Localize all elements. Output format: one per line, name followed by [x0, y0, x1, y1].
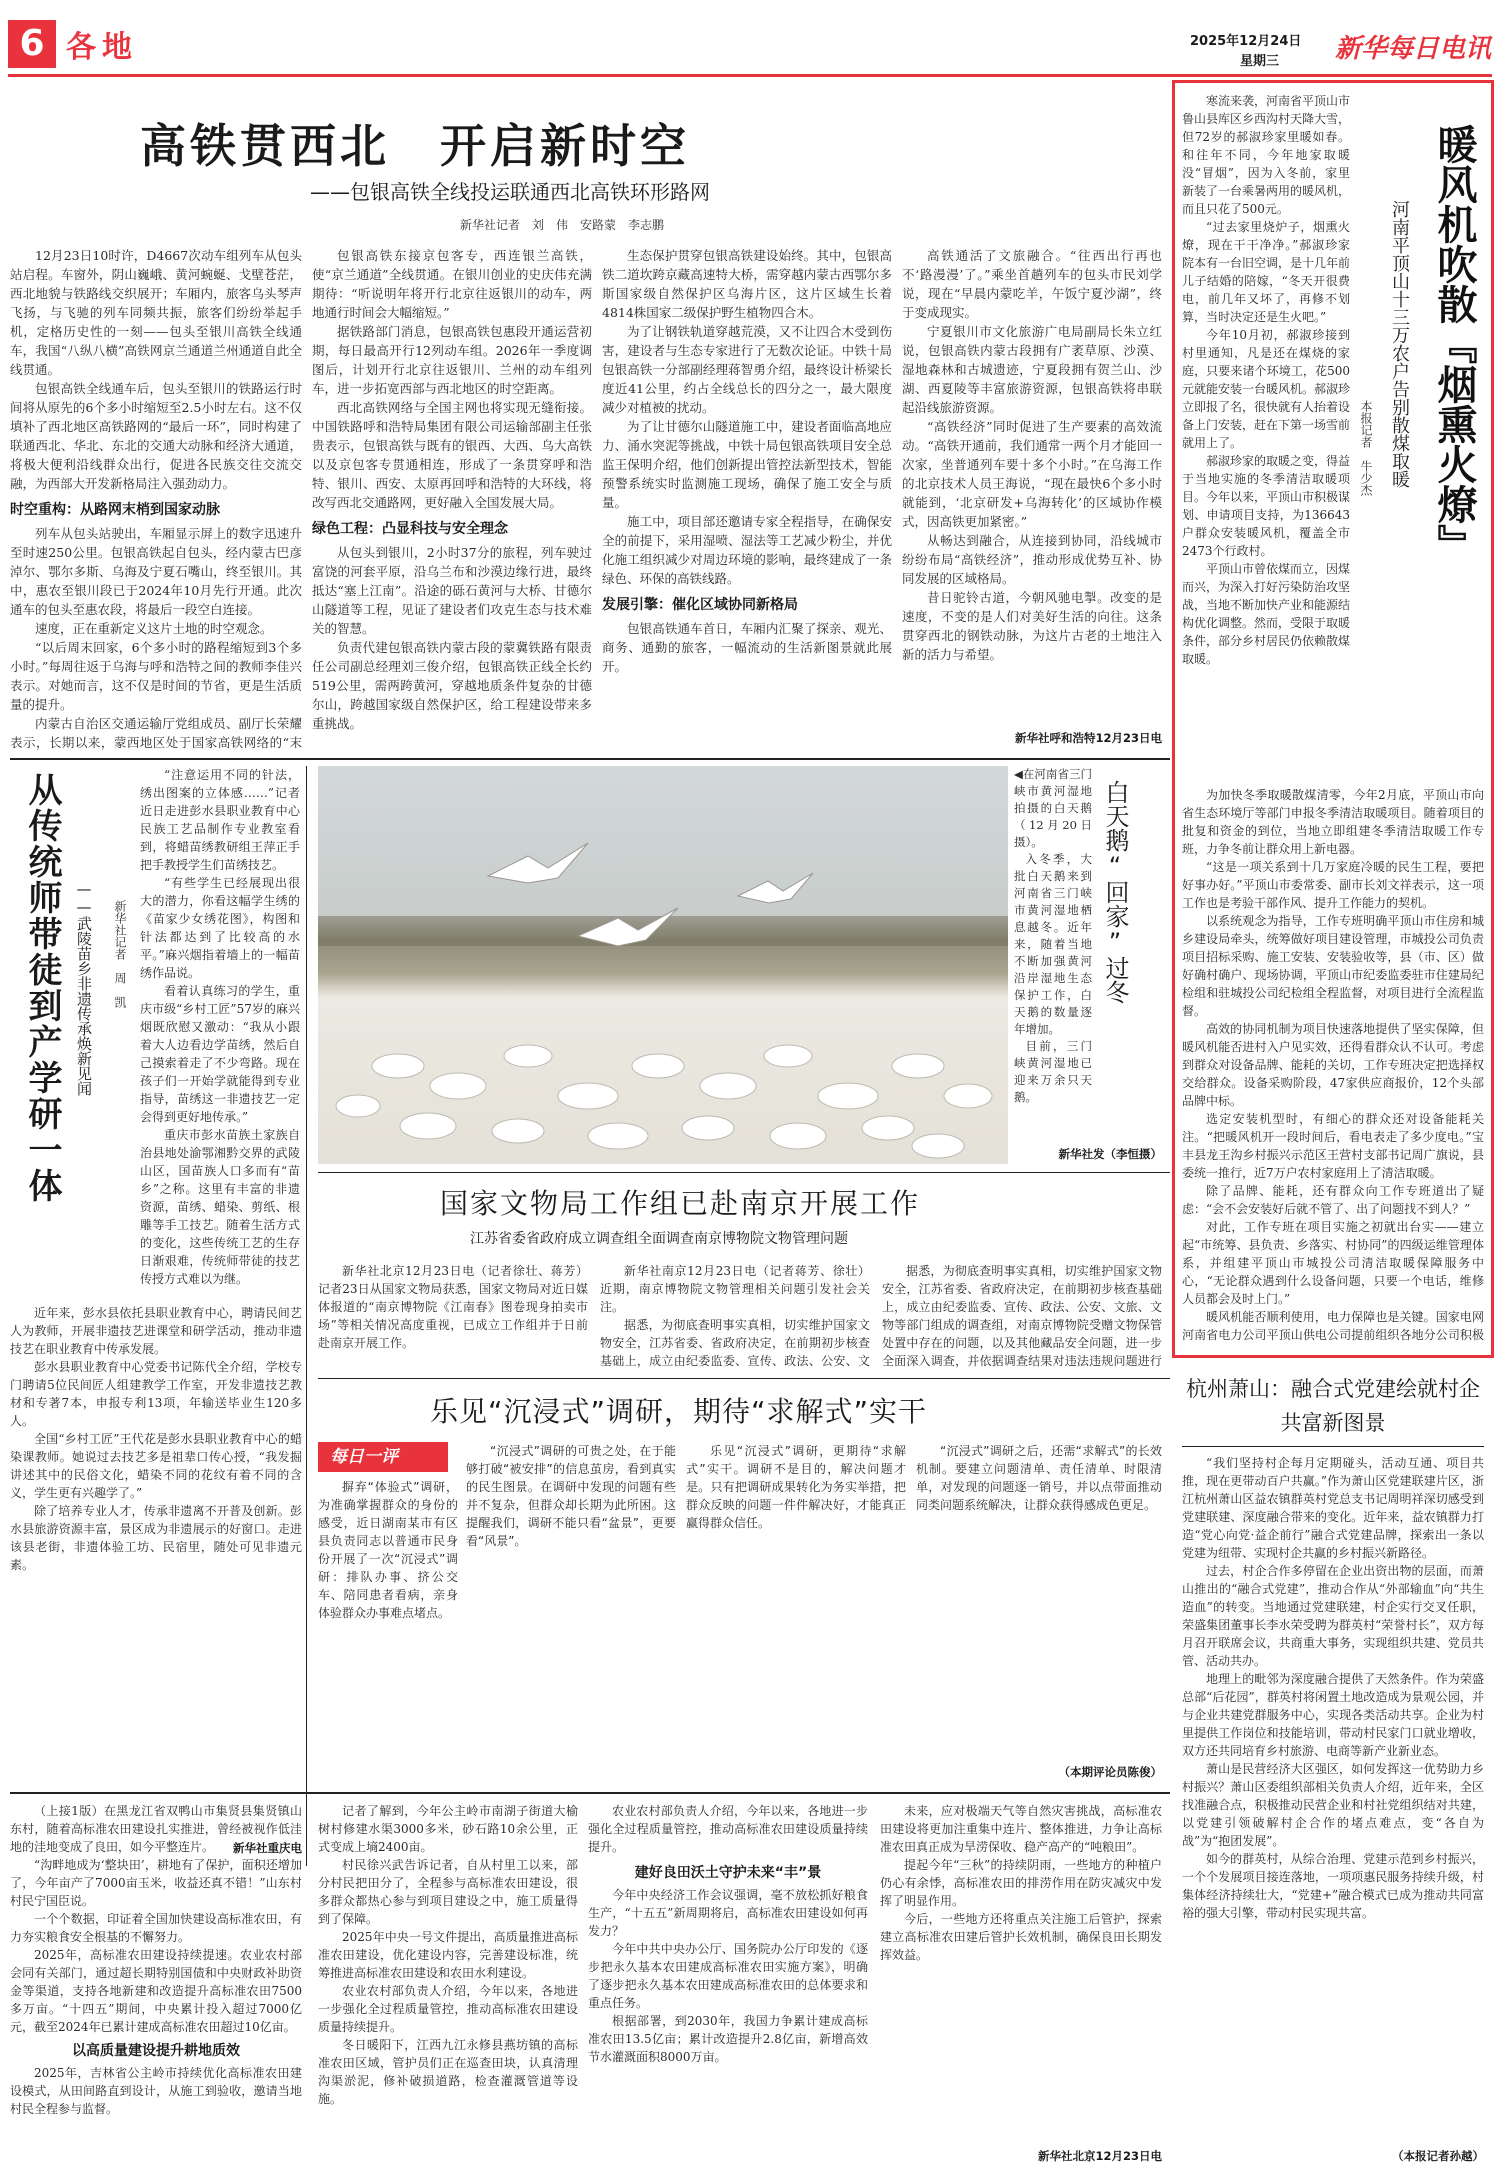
hangzhou-headline: 杭州萧山：融合式党建绘就村企共富新图景	[1186, 1377, 1480, 1435]
feature-paragraph: 彭水县职业教育中心党委书记陈代全介绍，学校专门聘请5位民间匠人组建教学工作室，开发非遗技艺教材和专著7本，申报专利13项，年输送毕业生120多人。	[10, 1360, 302, 1428]
feature-paragraph: 除了培养专业人才，传承非遗离不开普及创新。彭水县旅游资源丰富，景区成为非遗展示的好窗口。走进该县老街，非遗体验工坊、民宿里，随处可见非遗元素。	[10, 1504, 302, 1572]
swan-photo	[318, 766, 1008, 1164]
brand-logo: 新华每日电讯	[1335, 34, 1492, 64]
farmland-paragraph: 冬日暖阳下，江西九江永修县燕坊镇的高标准农田区域，管护员们正在巡查田块，认真清理沟渠淤泥，修补破损道路，检查灌溉管道等设施。	[318, 2038, 578, 2106]
relic-headline: 国家文物局工作组已赴南京开展工作	[440, 1187, 921, 1220]
lead-column-4	[902, 246, 1162, 726]
lead-paragraph: 包银高铁东接京包客专，西连银兰高铁，使“京兰通道”全线贯通。在银川创业的史庆伟充满期待：“听说明年将开行北京往返银川的动车，两地通行时间会大幅缩短。”	[312, 248, 592, 320]
commentary-tag: 每日一评	[318, 1442, 448, 1472]
lead-dateline: 新华社呼和浩特12月23日电	[1014, 731, 1162, 745]
heater-paragraph: 平顶山市曾依煤而立，因煤而兴，为深入打好污染防治攻坚战，当地不断加快产业和能源结构优化调整。然而，受限于取暖条件，部分乡村居民仍依赖散煤取暖。	[1182, 562, 1350, 666]
feature-byline: 新华社记者 周 凯	[113, 900, 127, 1008]
relic-paragraph: 新华社南京12月23日电（记者蒋芳、徐壮）近期，南京博物院文物管理相关问题引发社会关注。	[600, 1264, 870, 1314]
heater-paragraph: 为加快冬季取暖散煤清零，今年2月底，平顶山市向省生态环境厅等部门申报冬季清洁取暖项目。随着项目的批复和资金的到位，当地立即组建冬季清洁取暖工作专班，力争冬前让群众用上新电器。	[1182, 788, 1484, 856]
lead-paragraph: 为了让钢铁轨道穿越荒漠，又不让四合木受到伤害，建设者与生态专家进行了无数次论证。中铁十局包银高铁一分部副经理蒋智勇介绍，最终设计桥梁长度近41公里，约占全线总长的四分之一，最大限度减少对植被的扰动。	[602, 324, 892, 415]
divider	[306, 766, 307, 1866]
commentary-col-2	[466, 1442, 676, 1778]
feature-body-top	[140, 766, 300, 1300]
farmland-paragraph: 根据部署，到2030年，我国力争累计建成高标准农田13.5亿亩；累计改造提升2.8亿亩，新增高效节水灌溉面积8000万亩。	[588, 2014, 868, 2064]
feature-dateline: 新华社重庆电	[233, 1841, 302, 1855]
heater-body-top	[1182, 92, 1350, 782]
hangzhou-body	[1182, 1454, 1484, 2144]
hangzhou-paragraph: 如今的群英村，从综合治理、党建示范到乡村振兴，一个个发展项目接连落地，一项项惠民服务持续升级，村集体经济持续壮大，“党建+”融合模式已成为推动共同富裕的强大引擎，带动村民实现共富。	[1182, 1852, 1484, 1920]
lead-paragraph: 从畅达到融合，从连接到协同，沿线城市纷纷布局“高铁经济”，推动形成优势互补、协同发展的区域格局。	[902, 533, 1162, 586]
farmland-paragraph: 2025年，吉林省公主岭市持续优化高标准农田建设模式，从田间路直到设计，从施工到验收，邀请当地村民全程参与监督。	[10, 2066, 302, 2116]
farmland-paragraph: 农业农村部负责人介绍，今年以来，各地进一步强化全过程质量管控，推动高标准农田建设质量持续提升。	[318, 1984, 578, 2034]
lead-byline: 新华社记者 刘 伟 安路蒙 李志鹏	[460, 218, 665, 232]
farmland-paragraph: 记者了解到，今年公主岭市南湖子街道大榆树村修建水渠3000多米，砂石路10余公里，正式变成上墒2400亩。	[318, 1804, 578, 1854]
heater-paragraph: 除了品牌、能耗，还有群众向工作专班道出了疑虑：“会不会安装好后就不管了、出了问题找不到人？”	[1182, 1184, 1484, 1216]
lead-paragraph: 生态保护贯穿包银高铁建设始终。其中，包银高铁二道坎跨京藏高速特大桥，需穿越内蒙古西鄂尔多斯国家级自然保护区乌海片区，这片区域生长着4814株国家二级保护野生植物四合木。	[602, 248, 892, 320]
feature-headline: 从传统师带徒到产学研一体	[22, 772, 62, 1204]
lead-paragraph: 负责代建包银高铁内蒙古段的蒙冀铁路有限责任公司副总经理刘三俊介绍，包银高铁正线全长约519公里，需两跨黄河，穿越地质条件复杂的甘德尔山，跨越国家级自然保护区，给工程建设带来多重挑战。	[312, 640, 592, 731]
farmland-paragraph: 今年中央经济工作会议强调，毫不放松抓好粮食生产，“十五五”新周期将启，高标准农田建设如何再发力？	[588, 1888, 868, 1938]
farmland-paragraph: “沟畔地成为‘整块田’，耕地有了保护，面积还增加了，今年亩产了7000亩玉米，收益还真不错！”山东村村民宁国臣说。	[10, 1858, 302, 1908]
caption-line: 入冬季，大批白天鹅来到河南省三门峡市黄河湿地栖息越冬。近年来，随着当地不断加强黄河沿岸湿地生态保护工作，白天鹅的数量逐年增加。	[1014, 852, 1092, 1036]
commentary-paragraph: “沉浸式”调研之后，还需“求解式”的长效机制。要建立问题清单、责任清单、时限清单，对发现的问题逐一销号，并以点带面推动同类问题系统解决，让群众获得感成色更足。	[916, 1444, 1162, 1512]
lead-paragraph: 宁夏银川市文化旅游广电局副局长朱立红说，包银高铁内蒙古段拥有广袤草原、沙漠、湿地森林和古城遗迹，宁夏段拥有贺兰山、沙湖、西夏陵等丰富旅游资源，包银高铁将串联起沿线旅游资源。	[902, 324, 1162, 415]
commentary-headline: 乐见“沉浸式”调研，期待“求解式”实干	[430, 1395, 928, 1428]
commentary-paragraph: 摒弃“体验式”调研，为准确掌握群众的身份的感受，近日湖南某市有区县负责同志以普通市民身份开展了一次“沉浸式”调研：排队办事、挤公交车、陪同患者看病，亲身体验群众办事难点堵点。	[318, 1480, 458, 1620]
photo-title: 白天鹅“回家”过冬	[1101, 780, 1129, 1004]
farmland-paragraph: 2025年，高标准农田建设持续提速。农业农村部会同有关部门，通过超长期特别国债和中央财政补助资金等渠道，支持各地新建和改造提升高标准农田7500多万亩。“十四五”期间，中央累计投入超过7000亿元，截至2024年已累计建成高标准农田超过10亿亩。	[10, 1948, 302, 2034]
heater-paragraph: 寒流来袭，河南省平顶山市鲁山县库区乡西沟村天降大雪，但72岁的郝淑珍家里暖如春。和往年不同，今年地家取暖没“冒烟”，因为入冬前，家里新装了一台乘暑两用的暖风机，而且只花了500元。	[1182, 94, 1350, 216]
relic-subheadline: 江苏省委省政府成立调查组全面调查南京博物院文物管理问题	[470, 1231, 848, 1247]
heater-paragraph: “这是一项关系到十几万家庭冷暖的民生工程，要把好事办好。”平顶山市委常委、副市长刘文祥表示，这一项工作也是考验干部作风、提升工作能力的契机。	[1182, 860, 1484, 910]
divider	[1182, 1446, 1484, 1447]
farmland-paragraph: 农业农村部负责人介绍，今年以来，各地进一步强化全过程质量管控，推动高标准农田建设质量持续提升。	[588, 1804, 868, 1854]
heater-subheadline: 河南平顶山十三万农户告别散煤取暖	[1389, 200, 1410, 488]
heater-paragraph: 今年10月初，郝淑珍接到村里通知，凡是还在煤烧的家庭，只要来诸个环境工，花500元就能安装一台暖风机。郝淑珍立即报了名，很快就有人抬着设备上门安装，赶在下第一场雪前就用上了。	[1182, 328, 1350, 450]
commentary-col-4	[916, 1442, 1162, 1762]
lead-paragraph: 从包头到银川，2小时37分的旅程，列车驶过富饶的河套平原，沿乌兰布和沙漠边缘行进，最终抵达“塞上江南”。沿途的砾石黄河与大桥、甘德尔山隧道等工程，见证了建设者们攻克生态与技术难关的智慧。	[312, 545, 592, 636]
relic-col-3	[882, 1262, 1162, 1370]
heater-paragraph: 选定安装机型时，有细心的群众还对设备能耗关注。“把暖风机开一段时间后，看电表走了多少度电。”宝丰县龙王沟乡村振兴示范区王营村支部书记周广旗说，县委统一推行，近7万户农村家庭用上了清洁取暖。	[1182, 1112, 1484, 1180]
farmland-paragraph: 2025年中央一号文件提出，高质量推进高标准农田建设，优化建设内容，完善建设标准，统筹推进高标准农田建设和农田水利建设。	[318, 1930, 578, 1980]
heater-paragraph: 以系统观念为指导，工作专班明确平顶山市住房和城乡建设局牵头，统筹做好项目建设管理，市城投公司负责项目招标采购、施工安装、安装验收等，县（市、区）做好确村确户、现场协调，平顶山市纪委监委驻市住建局纪检组和驻城投公司纪检组全程监督，对项目进行全流程监督。	[1182, 914, 1484, 1018]
hangzhou-credit: （本报记者孙越）	[1392, 2149, 1484, 2163]
divider	[318, 1172, 1170, 1173]
lead-paragraph: 包银高铁通车首日，车厢内汇聚了探亲、观光、商务、通勤的旅客，一幅流动的生活新图景就此展开。	[602, 621, 892, 674]
lead-paragraph: “高铁经济”同时促进了生产要素的高效流动。“高铁开通前，我们通常一两个月才能回一次家，坐普通列车要十多个小时。”在乌海工作的北京技术人员王海说，“现在最快6个多小时就能到，‘北京研发+乌海转化’的区域协作模式，因高铁更加紧密。”	[902, 419, 1162, 529]
photo-credit: 新华社发（李恒摄）	[1058, 1147, 1162, 1161]
farmland-paragraph: 今后，一些地方还将重点关注施工后管护，探索建立高标准农田建后管护长效机制，确保良田长期发挥效益。	[880, 1912, 1162, 1962]
heater-paragraph: 对此，工作专班在项目实施之初就出台实——建立起“市统筹、县负责、乡落实、村协同”的四级运维管理体系，并组建平顶山市城投公司清洁取暖保障服务中心，“无论群众遇到什么设备问题，只要一个电话，维修人员都会及时上门。”	[1182, 1220, 1484, 1306]
relic-paragraph: 新华社北京12月23日电（记者徐壮、蒋芳）记者23日从国家文物局获悉，国家文物局对近日媒体报道的“南京博物院《江南春》图卷现身拍卖市场”等相关情况高度重视，已成立工作组并于日前赴南京开展工作。	[318, 1264, 588, 1350]
relic-paragraph: 据悉，为彻底查明事实真相，切实维护国家文物安全，江苏省委、省政府决定，在前期初步核查基础上，成立由纪委监委、宣传、政法、公安、文旅、文物等部门组成的调查组，对南京博物院受赠文物保管处置中存在的问题，以及其他藏品安全问题，进一步全面深入调查，并依据调查结果对违法违规问题进行	[882, 1264, 1162, 1368]
lead-paragraph: 速度，正在重新定义这片土地的时空观念。	[35, 621, 273, 636]
commentary-col-1	[318, 1478, 458, 1778]
farmland-col-1	[10, 1802, 302, 2132]
relic-col-1	[318, 1262, 588, 1370]
feature-paragraph: “有些学生已经展现出很大的潜力，你看这幅学生绣的《苗家少女绣花图》，构图和针法都达到了比较高的水平。”麻兴烟指着墙上的一幅苗绣作品说。	[140, 876, 300, 980]
farmland-col-3	[588, 1802, 868, 2162]
lead-paragraph: 高铁通活了文旅融合。“往西出行再也不‘路漫漫’了。”乘坐首趟列车的包头市民刘学说，现在“早晨内蒙吃羊，午饭宁夏沙湖”，终于变成现实。	[902, 248, 1162, 320]
lead-column-3	[602, 246, 892, 754]
feature-paragraph: 看着认真练习的学生，重庆市级“乡村工匠”57岁的麻兴烟既欣慰又激动：“我从小跟着大人边看边学苗绣，然后自己摸索着走了不少弯路。现在孩子们一开始学就能得到专业指导，苗绣这一非遗技艺一定会得到更好地传承。”	[140, 984, 300, 1124]
lead-subhead-1: 时空重构：从路网末梢到国家动脉	[10, 502, 220, 518]
lead-paragraph: 包银高铁全线通车后，包头至银川的铁路运行时间将从原先的6个多小时缩短至2.5小时左右。这不仅填补了西北地区高铁路网的“最后一环”，同时构建了联通西北、华北、东北的交通大动脉和经济大通道，将极大便利沿线群众出行，促进各民族交往交流交融，为西部大开发新格局注入强劲动力。	[10, 381, 302, 491]
farmland-paragraph: 今年中共中央办公厅、国务院办公厅印发的《逐步把永久基本农田建成高标准农田实施方案》，明确了逐步把永久基本农田建成高标准农田的总体要求和重点任务。	[588, 1942, 868, 2010]
heater-body-bottom	[1182, 786, 1484, 1346]
issue-weekday: 星期三	[1240, 54, 1280, 69]
lead-paragraph: 据铁路部门消息，包银高铁包惠段开通运营初期，每日最高开行12列动车组。2026年一季度调图后，计划开行北京往返银川、兰州的动车组列车，进一步拓宽西部与西北地区的时空距离。	[312, 324, 592, 396]
heater-paragraph: 郝淑珍家的取暖之变，得益于当地实施的冬季清洁取暖项目。今年以来，平顶山市积极谋划、申请项目支持，为136643户群众安装暖风机，覆盖全市2473个行政村。	[1182, 454, 1350, 558]
masthead-rule	[8, 74, 1492, 77]
divider	[10, 1792, 1170, 1794]
hangzhou-paragraph: “我们坚持村企每月定期碰头，活动互通、项目共推，现在更带动百户共赢。”作为萧山区党建联建片区，浙江杭州萧山区益农镇群英村党总支书记周明祥深切感受到党建联建、深度融合带来的变化。近年来，益农镇群力打造“党心向党·益企前行”融合式党建品牌，探索出一条以党建为纽带、实现村企共赢的乡村振兴新路径。	[1182, 1456, 1484, 1560]
commentary-paragraph: “沉浸式”调研的可贵之处，在于能够打破“被安排”的信息茧房，看到真实的民生图景。在调研中发现的问题有些并不复杂，但群众却长期为此所困。这提醒我们，调研不能只看“盆景”，更要看“风景”。	[466, 1444, 676, 1548]
lead-paragraph: 西北高铁网络与全国主网也将实现无缝衔接。中国铁路呼和浩特局集团有限公司运输部副主任张贵表示，包银高铁与既有的银西、大西、乌大高铁以及京包客专贯通相连，形成了一条贯穿呼和浩特、银川、西安、太原再回呼和浩特的大环线，将改写西北交通路网，更好融入全国发展大局。	[312, 400, 592, 510]
divider	[318, 1378, 1170, 1379]
commentary-col-3	[686, 1442, 906, 1778]
feature-paragraph: 全国“乡村工匠”王代花是彭水县职业教育中心的蜡染课教师。她说过去技艺多是祖辈口传心授，“我发掘讲述其中的民俗文化，蜡染不同的花纹有着不同的含义，学生更有兴趣学了。”	[10, 1432, 302, 1500]
page-number: 6	[8, 20, 56, 68]
farmland-paragraph: 提起今年“三秋”的持续阴雨，一些地方的种植户仍心有余悸，高标准农田的排涝作用在防灾减灾中发挥了明显作用。	[880, 1858, 1162, 1908]
caption-line: 目前，三门峡黄河湿地已迎来万余只天鹅。	[1014, 1039, 1092, 1104]
feature-subheadline: ——武陵苗乡非遗传承焕新见闻	[75, 880, 93, 1096]
section-name: 各地	[66, 30, 138, 65]
caption-line: ◀在河南省三门峡市黄河湿地拍摄的白天鹅（12月20日摄）。	[1014, 767, 1092, 849]
farmland-subhead-2: 建好良田沃土守护未来“丰”景	[634, 1865, 822, 1881]
farmland-paragraph: 一个个数据，印证着全国加快建设高标准农田，有力夯实粮食安全根基的不懈努力。	[10, 1912, 302, 1944]
heater-headline: 暖风机吹散『烟熏火燎』	[1431, 124, 1478, 564]
lead-column-2	[312, 246, 592, 754]
lead-paragraph: “以后周末回家，6个多小时的路程缩短到3个多小时。”每周往返于乌海与呼和浩特之间的教师李佳兴表示。对她而言，这不仅是时间的节省，更是生活质量的提升。	[10, 640, 302, 712]
lead-subhead-2: 绿色工程：凸显科技与安全理念	[312, 521, 508, 537]
feature-paragraph: 近年来，彭水县依托县职业教育中心，聘请民间艺人为教师，开展非遗技艺进课堂和研学活动，推动非遗技艺在职业教育中传承发展。	[10, 1306, 302, 1356]
lead-paragraph: 12月23日10时许，D4667次动车组列车从包头站启程。车窗外，阴山巍峨、黄河蜿蜒、戈壁苍茫，西北地貌与铁路线交织展开；车厢内，旅客乌头琴声飞扬，与飞驰的列车同频共振，旅客们纷纷举起手机，定格历史性的一刻——包头至银川高铁全线通车，我国“八纵八横”高铁网京兰通道兰州通道自此全线贯通。	[10, 248, 302, 377]
heater-paragraph: 暖风机能否顺利使用，电力保障也是关键。国家电网河南省电力公司平顶山供电公司提前组织各地分公司积极	[1182, 1310, 1484, 1342]
hangzhou-paragraph: 地理上的毗邻为深度融合提供了天然条件。作为荣盛总部“后花园”，群英村将闲置土地改造成为景观公园，并与企业共建党群服务中心，实现各类活动共享。企业为村里提供工作岗位和技能培训，带动村民家门口就业增收，双方还共同培育乡村旅游、电商等新产业新业态。	[1182, 1672, 1484, 1758]
issue-date: 2025年12月24日	[1190, 34, 1302, 49]
feature-body-bottom	[10, 1304, 302, 1840]
feature-paragraph: “注意运用不同的针法，绣出图案的立体感……”记者近日走进彭水县职业教育中心民族工艺品制作专业教室看到，将蜡苗绣教研组王萍正手把手教授学生们苗绣技艺。	[140, 768, 300, 872]
lead-column-1	[10, 246, 302, 754]
relic-paragraph: 据悉，为彻底查明事实真相，切实维护国家文物安全，江苏省委、省政府决定，在前期初步核查基础上，成立由纪委监委、宣传、政法、公安、文	[600, 1318, 870, 1368]
lead-paragraph: 为了让甘德尔山隧道施工中，建设者面临高地应力、涌水突泥等挑战，中铁十局包银高铁项目安全总监王保明介绍，他们创新提出管控法新型技术，智能预警系统实时监测施工现场，确保了施工安全与质量。	[602, 419, 892, 510]
photo-caption	[1014, 766, 1092, 1146]
farmland-subhead-1: 以高质量建设提升耕地质效	[72, 2043, 240, 2059]
lead-paragraph: 内蒙古自治区交通运输厅党组成员、副厅长荣耀表示，长期以来，蒙西地区处于国家高铁网络的“末	[10, 716, 302, 750]
lead-subhead-3: 发展引擎：催化区域协同新格局	[602, 597, 798, 613]
farmland-paragraph: 村民徐兴武告诉记者，自从村里工以来，部分村民把田分了，全程参与高标准农田建设，很多群众都热心参与到项目建设之中，施工质量得到了保障。	[318, 1858, 578, 1926]
heater-byline: 本报记者 牛少杰	[1359, 400, 1373, 496]
heater-paragraph: 高效的协同机制为项目快速落地提供了坚实保障，但暖风机能否进村入户见实效，还得看群众认不认可。考虑到群众对设备品牌、能耗的关切，工作专班决定把选择权交给群众。设备采购阶段，47家供应商报价，12个头部品牌中标。	[1182, 1022, 1484, 1108]
farmland-paragraph: （上接1版）在黑龙江省双鸭山市集贤县集贤镇山东村，随着高标准农田建设扎实推进，曾经被视作低洼地的洼地变成了良田，如今平整连片。	[10, 1804, 302, 1854]
lead-paragraph: 昔日驼铃古道，今朝风驰电掣。改变的是速度，不变的是人们对美好生活的向往。这条贯穿西北的钢铁动脉，为这片古老的土地注入新的活力与希望。	[902, 590, 1162, 662]
hangzhou-paragraph: 过去，村企合作多停留在企业出资出物的层面，而萧山推出的“融合式党建”，推动合作从“外部输血”向“共生造血”的转变。当地通过党建联建，村企实行交叉任职，荣盛集团董事长李水荣受聘为群英村“荣誉村长”，双方每月召开联席会议，共商重大事务，实现组织共建、党员共管、活动共办。	[1182, 1564, 1484, 1668]
heater-paragraph: “过去家里烧炉子，烟熏火燎，现在干干净净。”郝淑珍家院本有一台旧空调，是十几年前儿子结婚的陪嫁，“冬天开很费电，前几年又坏了，再修不划算，当时决定还是生火吧。”	[1182, 220, 1350, 324]
lead-paragraph: 施工中，项目部还邀请专家全程指导，在确保安全的前提下，采用湿喷、湿法等工艺减少粉尘，并优化施工组织减少对周边环境的影响，最终建成了一条绿色、环保的高铁线路。	[602, 514, 892, 586]
feature-paragraph: 重庆市彭水苗族土家族自治县地处渝鄂湘黔交界的武陵山区，国苗族人口多而有“苗乡”之称。这里有丰富的非遗资源，苗绣、蜡染、剪纸、根雕等手工技艺。随着生活方式的变化，这些传统工艺的生存日渐艰难，传统师带徒的技艺传授方式难以为继。	[140, 1128, 300, 1286]
lead-headline: 高铁贯西北 开启新时空	[140, 119, 690, 173]
swan-illustration	[318, 766, 1008, 1164]
lead-paragraph: 列车从包头站驶出，车厢显示屏上的数字迅速升至时速250公里。包银高铁起自包头，经内蒙古巴彦淖尔、鄂尔多斯、乌海及宁夏石嘴山，终至银川。其中，惠农至银川段已于2024年10月先行开通。此次通车的包头至惠农段，将最后一段空白连接。	[10, 526, 302, 617]
lead-subheadline: ——包银高铁全线投运联通西北高铁环形路网	[310, 180, 710, 204]
relic-col-2	[600, 1262, 870, 1370]
farmland-dateline: 新华社北京12月23日电	[1037, 2149, 1162, 2163]
commentary-credit: （本期评论员陈俊）	[1058, 1765, 1162, 1779]
farmland-col-4	[880, 1802, 1162, 2142]
hangzhou-paragraph: 萧山是民营经济大区强区，如何发挥这一优势助力乡村振兴？萧山区委组织部相关负责人介绍，近年来，全区找准融合点，积极推动民营企业和村社党组织结对共建，以党建引领破解村企合作的堵点难点，变“各自为战”为“抱团发展”。	[1182, 1762, 1484, 1848]
divider	[10, 758, 1170, 760]
commentary-paragraph: 乐见“沉浸式”调研，更期待“求解式”实干。调研不是目的，解决问题才是。只有把调研成果转化为务实举措，把群众反映的问题一件件解决好，才能真正赢得群众信任。	[686, 1444, 906, 1530]
farmland-col-2	[318, 1802, 578, 2162]
farmland-paragraph: 未来，应对极端天气等自然灾害挑战，高标准农田建设将更加注重集中连片、整体推进，力争让高标准农田真正成为旱涝保收、稳产高产的“吨粮田”。	[880, 1804, 1162, 1854]
